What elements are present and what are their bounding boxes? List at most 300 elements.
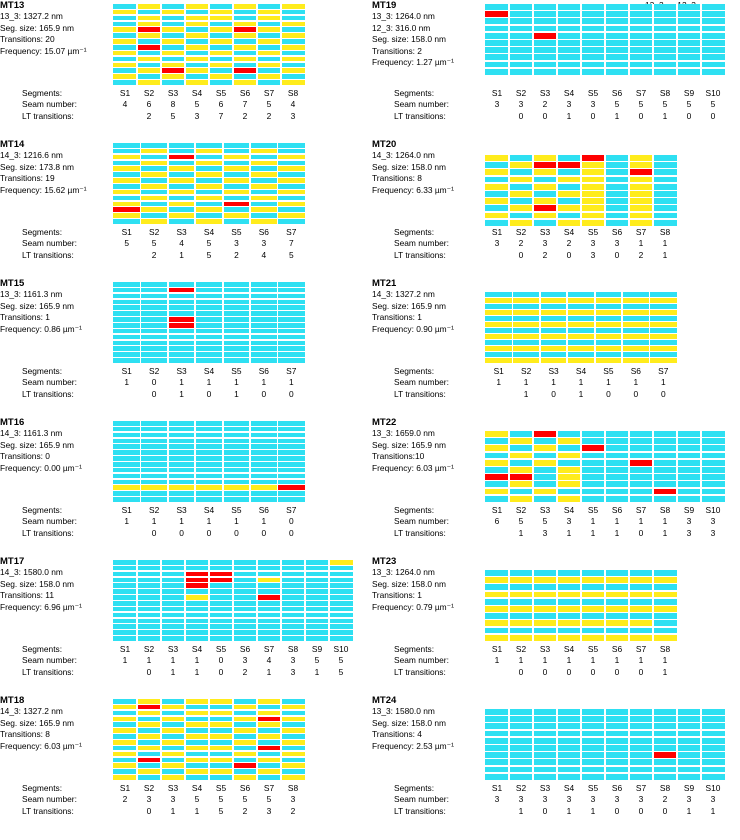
lattice-cell <box>250 352 277 357</box>
lattice-cell <box>140 196 167 201</box>
panel-metadata <box>372 289 454 335</box>
lt-transitions-row <box>372 806 740 817</box>
lattice-cell <box>113 219 140 224</box>
lattice-cell <box>653 62 677 68</box>
metadata-line: 13_3: 1264.0 nm <box>372 567 435 577</box>
lattice-cell <box>485 438 509 444</box>
lattice-cell <box>533 570 557 576</box>
table-cell: 0 <box>288 527 294 538</box>
lattice-cell <box>278 444 305 449</box>
lattice-cell <box>185 711 209 716</box>
lattice-cell <box>140 444 167 449</box>
lattice-cell <box>485 358 512 363</box>
lattice-cell <box>533 613 557 619</box>
segment-table <box>372 227 740 263</box>
lattice-diagram <box>113 421 305 503</box>
lattice-cell <box>677 496 701 502</box>
lattice-cell <box>533 26 557 32</box>
lattice-cell <box>140 143 167 148</box>
lattice-cell <box>257 560 281 565</box>
table-cell: 0 <box>614 805 620 816</box>
table-cell: S3 <box>539 227 551 237</box>
lattice-cell <box>195 178 222 183</box>
lattice-cell <box>113 202 140 207</box>
segment-separator <box>621 292 623 364</box>
lattice-cell <box>195 439 222 444</box>
lattice-cell <box>677 18 701 24</box>
lattice-cell <box>278 329 305 334</box>
lattice-cell <box>257 74 281 79</box>
lattice-cell <box>209 80 233 85</box>
lattice-cell <box>653 759 677 765</box>
lattice-cell <box>137 624 161 629</box>
lattice-cell <box>209 601 233 606</box>
lattice-cell <box>485 40 509 46</box>
table-cell: 1 <box>614 655 620 666</box>
lattice-cell <box>485 328 512 333</box>
lattice-cell <box>485 191 509 197</box>
lattice-cell <box>629 774 653 780</box>
lattice-cell <box>557 69 581 75</box>
lattice-cell <box>278 155 305 160</box>
lattice-cell <box>650 358 677 363</box>
lattice-cell <box>677 4 701 10</box>
lattice-cell <box>195 294 222 299</box>
lattice-cell <box>557 47 581 53</box>
table-cell: 4 <box>261 249 267 260</box>
lattice-cell <box>168 335 195 340</box>
table-cell: 1 <box>494 655 500 666</box>
lattice-cell <box>140 323 167 328</box>
lattice-cell <box>485 322 512 327</box>
metadata-line: Frequency: 15.62 µm⁻¹ <box>0 184 87 195</box>
lattice-diagram <box>485 292 677 364</box>
lattice-cell <box>223 282 250 287</box>
lattice-cell <box>567 292 594 297</box>
lattice-cell <box>629 431 653 437</box>
lattice-cell <box>509 723 533 729</box>
table-cell: 3 <box>261 238 267 249</box>
table-cell: 1 <box>314 666 320 677</box>
table-row-label: Segments: <box>22 783 63 793</box>
lattice-cell <box>113 172 140 177</box>
lattice-cell <box>113 480 140 485</box>
lattice-cell <box>195 155 222 160</box>
table-cell: 3 <box>494 238 500 249</box>
table-cell: S10 <box>705 783 721 793</box>
lattice-cell <box>533 40 557 46</box>
segment-separator <box>508 155 510 227</box>
lattice-cell <box>329 601 353 606</box>
segment-separator <box>184 4 186 86</box>
lattice-cell <box>650 346 677 351</box>
lattice-cell <box>209 624 233 629</box>
lattice-cell <box>629 738 653 744</box>
table-cell: 2 <box>662 794 668 805</box>
table-cell: S2 <box>149 505 160 515</box>
lattice-cell <box>557 198 581 204</box>
segments-row <box>0 644 368 655</box>
table-cell: 0 <box>660 388 666 399</box>
lattice-cell <box>168 196 195 201</box>
lattice-cell <box>581 220 605 226</box>
lattice-cell <box>278 497 305 502</box>
lattice-cell <box>281 630 305 635</box>
lattice-cell <box>557 431 581 437</box>
lattice-cell <box>701 774 725 780</box>
lattice-cell <box>557 460 581 466</box>
table-cell: S1 <box>121 366 132 376</box>
lattice-cell <box>281 45 305 50</box>
lattice-cell <box>168 288 195 293</box>
segment-separator <box>556 431 558 503</box>
lattice-cell <box>140 468 167 473</box>
lattice-cell <box>185 722 209 727</box>
table-cell: 1 <box>551 377 556 388</box>
lattice-cell <box>485 481 509 487</box>
lattice-cell <box>223 219 250 224</box>
lattice-cell <box>113 39 137 44</box>
table-cell: S2 <box>521 366 532 376</box>
lattice-cell <box>509 752 533 758</box>
lattice-cell <box>278 335 305 340</box>
lattice-cell <box>581 635 605 641</box>
lattice-cell <box>161 734 185 739</box>
segments-row <box>0 227 368 238</box>
lattice-cell <box>185 636 209 641</box>
table-cell: 3 <box>566 516 572 527</box>
lattice-cell <box>209 717 233 722</box>
lattice-cell <box>595 292 622 297</box>
lattice-cell <box>233 589 257 594</box>
table-cell: 1 <box>566 655 572 666</box>
lattice-cell <box>113 282 140 287</box>
lattice-cell <box>533 767 557 773</box>
lattice-cell <box>605 716 629 722</box>
lattice-cell <box>281 68 305 73</box>
lattice-cell <box>278 491 305 496</box>
lattice-cell <box>605 774 629 780</box>
table-cell: S4 <box>563 505 575 515</box>
lattice-cell <box>605 26 629 32</box>
table-cell: 3 <box>234 238 239 249</box>
lattice-cell <box>137 16 161 21</box>
table-cell: 5 <box>194 794 200 805</box>
lattice-cell <box>653 177 677 183</box>
table-cell: 5 <box>218 805 224 816</box>
lattice-cell <box>195 329 222 334</box>
lattice-cell <box>168 294 195 299</box>
table-cell: S7 <box>635 88 647 98</box>
lattice-cell <box>605 767 629 773</box>
lattice-cell <box>185 583 209 588</box>
lattice-cell <box>209 572 233 577</box>
lattice-cell <box>250 433 277 438</box>
lattice-cell <box>195 305 222 310</box>
lattice-cell <box>113 497 140 502</box>
lattice-cell <box>140 317 167 322</box>
lattice-cell <box>209 560 233 565</box>
lattice-cell <box>140 294 167 299</box>
segment-separator <box>652 155 654 227</box>
lattice-cell <box>677 11 701 17</box>
lattice-cell <box>653 54 677 60</box>
table-cell: S8 <box>659 88 671 98</box>
lattice-cell <box>509 205 533 211</box>
lattice-cell <box>140 219 167 224</box>
lattice-diagram <box>485 155 677 227</box>
lattice-cell <box>185 595 209 600</box>
lattice-cell <box>168 166 195 171</box>
lattice-cell <box>622 316 649 321</box>
lattice-cell <box>233 728 257 733</box>
lattice-cell <box>567 316 594 321</box>
lattice-cell <box>168 427 195 432</box>
lattice-cell <box>557 62 581 68</box>
table-row-label: Segments: <box>22 505 63 515</box>
lattice-cell <box>278 480 305 485</box>
table-cell: 5 <box>710 99 716 110</box>
lattice-cell <box>223 329 250 334</box>
segment-separator <box>532 709 534 781</box>
lattice-cell <box>137 734 161 739</box>
table-cell: 0 <box>518 249 524 260</box>
table-cell: S8 <box>287 783 299 793</box>
lattice-cell <box>509 62 533 68</box>
lattice-cell <box>509 592 533 598</box>
segment-separator <box>580 431 582 503</box>
segment-separator <box>676 709 678 781</box>
lattice-cell <box>629 481 653 487</box>
lattice-cell <box>533 577 557 583</box>
lattice-cell <box>250 335 277 340</box>
seam-number-row <box>372 377 740 388</box>
segment-separator <box>580 709 582 781</box>
lattice-cell <box>140 305 167 310</box>
lattice-cell <box>113 288 140 293</box>
lattice-cell <box>485 18 509 24</box>
lattice-cell <box>223 480 250 485</box>
lattice-cell <box>223 444 250 449</box>
lattice-cell <box>113 300 140 305</box>
lattice-cell <box>329 619 353 624</box>
lattice-cell <box>257 10 281 15</box>
lattice-cell <box>281 566 305 571</box>
lattice-cell <box>137 27 161 32</box>
lattice-cell <box>533 635 557 641</box>
lattice-cell <box>581 489 605 495</box>
lattice-cell <box>233 636 257 641</box>
table-cell: 4 <box>179 238 184 249</box>
lattice-cell <box>195 335 222 340</box>
lattice-cell <box>168 480 195 485</box>
lattice-cell <box>278 288 305 293</box>
table-cell: 5 <box>542 516 548 527</box>
lattice-cell <box>653 431 677 437</box>
lattice-cell <box>533 62 557 68</box>
lattice-cell <box>533 453 557 459</box>
lattice-cell <box>195 213 222 218</box>
lattice-cell <box>137 566 161 571</box>
lattice-cell <box>209 752 233 757</box>
table-cell: S5 <box>603 366 614 376</box>
table-cell: S4 <box>191 783 203 793</box>
table-cell: 1 <box>170 805 176 816</box>
lattice-cell <box>161 39 185 44</box>
table-row-label: LT transitions: <box>394 666 446 677</box>
lattice-cell <box>485 570 509 576</box>
lattice-cell <box>140 427 167 432</box>
lattice-cell <box>113 352 140 357</box>
lattice-cell <box>113 439 140 444</box>
lattice-cell <box>185 16 209 21</box>
lattice-cell <box>677 474 701 480</box>
table-cell: 1 <box>194 666 200 677</box>
segment-table <box>0 783 368 819</box>
lattice-cell <box>113 311 140 316</box>
lattice-cell <box>701 731 725 737</box>
lattice-cell <box>605 47 629 53</box>
lattice-cell <box>223 323 250 328</box>
lattice-cell <box>233 63 257 68</box>
lattice-cell <box>185 589 209 594</box>
lattice-cell <box>557 481 581 487</box>
table-cell: S1 <box>121 505 132 515</box>
lattice-cell <box>701 445 725 451</box>
metadata-line: 14_3: 1161.3 nm <box>0 428 63 438</box>
lattice-cell <box>281 27 305 32</box>
lattice-cell <box>278 439 305 444</box>
lattice-cell <box>223 346 250 351</box>
lattice-cell <box>605 220 629 226</box>
lattice-cell <box>581 18 605 24</box>
lattice-cell <box>605 69 629 75</box>
lattice-cell <box>113 630 137 635</box>
lattice-cell <box>281 717 305 722</box>
table-cell: 3 <box>590 238 596 249</box>
lattice-cell <box>113 155 140 160</box>
panel-metadata <box>0 428 82 474</box>
table-cell: 1 <box>523 388 529 399</box>
table-cell: S1 <box>121 227 132 237</box>
segment-separator <box>194 143 196 225</box>
lattice-cell <box>595 346 622 351</box>
table-cell: S1 <box>491 783 503 793</box>
lattice-cell <box>533 716 557 722</box>
lattice-cell <box>509 198 533 204</box>
lattice-cell <box>485 47 509 53</box>
lattice-cell <box>113 740 137 745</box>
lattice-cell <box>533 11 557 17</box>
table-cell: 1 <box>578 377 584 388</box>
lattice-cell <box>281 10 305 15</box>
lattice-cell <box>137 595 161 600</box>
lattice-cell <box>653 716 677 722</box>
segments-row <box>372 505 740 516</box>
table-row-label: Segments: <box>394 366 435 376</box>
lattice-cell <box>257 583 281 588</box>
lattice-cell <box>185 613 209 618</box>
segment-separator <box>604 709 606 781</box>
table-cell: 3 <box>494 99 500 110</box>
table-cell: 3 <box>518 794 524 805</box>
lattice-cell <box>485 310 512 315</box>
lattice-cell <box>209 583 233 588</box>
lattice-cell <box>185 763 209 768</box>
table-cell: 1 <box>614 527 620 538</box>
microtubule-panel <box>372 695 740 834</box>
lattice-cell <box>185 45 209 50</box>
lattice-cell <box>281 624 305 629</box>
lattice-cell <box>195 166 222 171</box>
lattice-cell <box>650 352 677 357</box>
lattice-cell <box>209 775 233 780</box>
table-cell: S5 <box>587 783 599 793</box>
table-row-label: LT transitions: <box>394 110 446 121</box>
lattice-cell <box>533 191 557 197</box>
table-cell: S3 <box>539 88 551 98</box>
lattice-cell <box>677 69 701 75</box>
lattice-cell <box>329 630 353 635</box>
table-row-label: Segments: <box>22 366 63 376</box>
lattice-cell <box>509 11 533 17</box>
lt-transitions-row <box>372 389 740 400</box>
lattice-cell <box>485 635 509 641</box>
lattice-cell <box>629 628 653 634</box>
segment-separator <box>208 699 210 781</box>
table-cell: 2 <box>242 666 248 677</box>
table-cell: 1 <box>614 516 620 527</box>
lattice-cell <box>605 198 629 204</box>
lattice-cell <box>168 143 195 148</box>
lattice-cell <box>629 198 653 204</box>
lattice-cell <box>168 352 195 357</box>
lattice-cell <box>557 467 581 473</box>
table-cell: S5 <box>587 88 599 98</box>
lattice-cell <box>137 578 161 583</box>
lattice-cell <box>233 613 257 618</box>
table-row-label: Seam number: <box>22 377 77 388</box>
table-cell: 3 <box>170 794 176 805</box>
segment-separator <box>604 155 606 227</box>
lattice-cell <box>113 16 137 21</box>
table-cell: S5 <box>587 644 599 654</box>
lattice-cell <box>605 745 629 751</box>
segment-separator <box>280 4 282 86</box>
lattice-cell <box>629 731 653 737</box>
lattice-cell <box>509 438 533 444</box>
table-cell: 1 <box>578 388 584 399</box>
lattice-cell <box>250 462 277 467</box>
lattice-cell <box>557 774 581 780</box>
lattice-cell <box>485 4 509 10</box>
lattice-cell <box>567 346 594 351</box>
segment-separator <box>556 709 558 781</box>
table-row-label: LT transitions: <box>394 527 446 538</box>
lattice-cell <box>257 775 281 780</box>
lattice-cell <box>137 630 161 635</box>
lattice-cell <box>278 474 305 479</box>
lattice-cell <box>195 202 222 207</box>
seam-number-row <box>372 655 740 666</box>
table-cell: S6 <box>239 783 251 793</box>
lattice-cell <box>629 26 653 32</box>
table-cell: 1 <box>151 516 157 527</box>
lattice-cell <box>653 628 677 634</box>
lattice-cell <box>209 699 233 704</box>
metadata-line: 13_3: 1161.3 nm <box>0 289 63 299</box>
lattice-cell <box>281 636 305 641</box>
